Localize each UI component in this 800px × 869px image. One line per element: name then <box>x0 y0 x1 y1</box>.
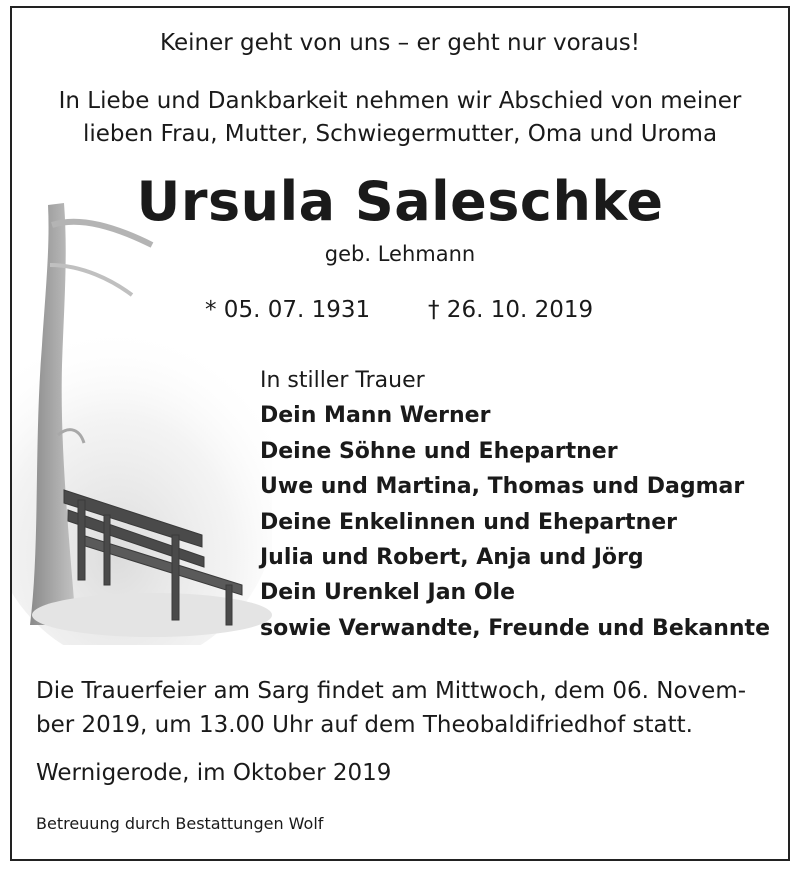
intro-line-1: In Liebe und Dankbarkeit nehmen wir Abschied von meiner <box>58 88 742 114</box>
mourner-line: Dein Mann Werner <box>260 403 491 429</box>
undertaker-credit: Betreuung durch Bestattungen Wolf <box>36 814 324 833</box>
mourner-line: Uwe und Martina, Thomas und Dagmar <box>260 474 745 500</box>
mourner-line: In stiller Trauer <box>260 368 425 393</box>
motto: Keiner geht von uns – er geht nur voraus! <box>160 30 640 56</box>
mourner-line: sowie Verwandte, Freunde und Bekannte <box>260 615 770 641</box>
intro-line-2: lieben Frau, Mutter, Schwiegermutter, Oma und Uroma <box>82 121 718 147</box>
deceased-name: Ursula Saleschke <box>136 170 664 233</box>
funeral-line-2: ber 2019, um 13.00 Uhr auf dem Theobaldifriedhof statt. <box>36 712 693 738</box>
mourner-line: Julia und Robert, Anja und Jörg <box>260 545 644 571</box>
place-and-date: Wernigerode, im Oktober 2019 <box>36 760 392 786</box>
mourners-list <box>260 363 770 646</box>
death-date: † 26. 10. 2019 <box>428 297 594 323</box>
funeral-line-1: Die Trauerfeier am Sarg findet am Mittwoch, dem 06. Novem- <box>36 678 747 704</box>
mourner-line: Deine Söhne und Ehepartner <box>260 438 618 464</box>
funeral-details <box>36 674 746 742</box>
mourner-line: Dein Urenkel Jan Ole <box>260 580 516 606</box>
mourner-line: Deine Enkelinnen und Ehepartner <box>260 509 678 535</box>
maiden-name: geb. Lehmann <box>324 242 476 266</box>
birth-date: * 05. 07. 1931 <box>205 297 371 323</box>
